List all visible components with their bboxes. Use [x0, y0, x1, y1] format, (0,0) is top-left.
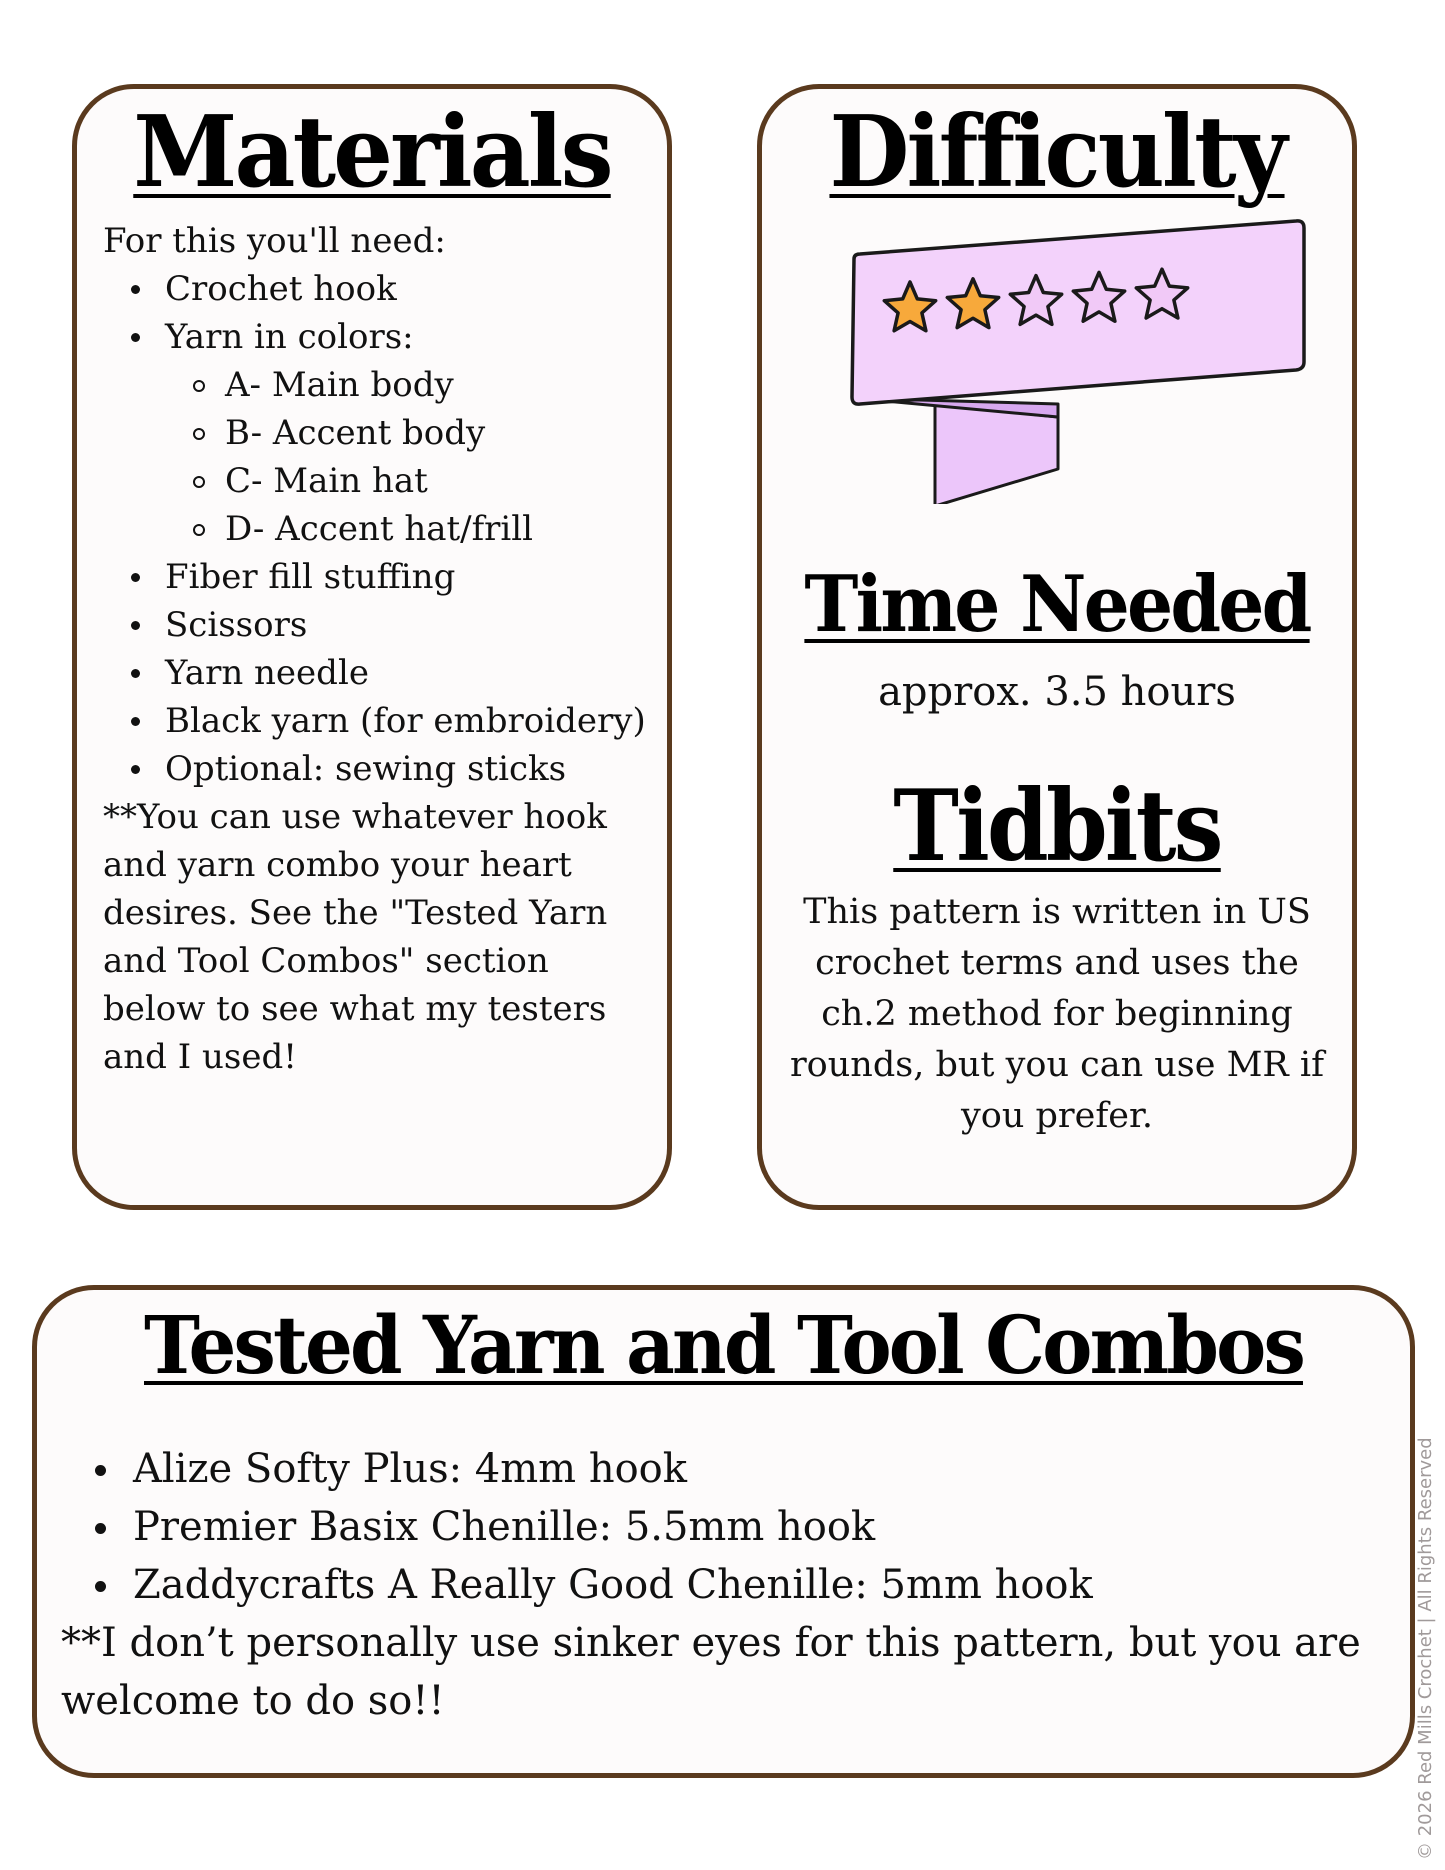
- difficulty-card: [757, 84, 1357, 1210]
- materials-list: [103, 265, 647, 361]
- list-item: Yarn in colors:: [103, 313, 647, 361]
- materials-card: [72, 84, 672, 1210]
- materials-body: [103, 217, 647, 1081]
- materials-intro: For this you'll need:: [103, 221, 446, 261]
- list-item: Optional: sewing sticks: [103, 745, 647, 793]
- time-needed-title: Time Needed: [804, 559, 1310, 650]
- difficulty-title: Difficulty: [829, 95, 1285, 210]
- tested-combos-list: [61, 1440, 1390, 1614]
- yarn-colors-list: [103, 361, 647, 553]
- difficulty-rating-banner: [840, 214, 1310, 504]
- tested-combos-title: Tested Yarn and Tool Combos: [144, 1298, 1303, 1392]
- banner-tail: [935, 404, 1058, 504]
- time-needed-value: approx. 3.5 hours: [878, 669, 1236, 715]
- list-item: Scissors: [103, 601, 647, 649]
- list-item: Fiber fill stuffing: [103, 553, 647, 601]
- list-item: Black yarn (for embroidery): [103, 697, 647, 745]
- materials-note: **You can use whatever hook and yarn combo your heart desires. See the "Tested Yarn and Tool Combos" section below to see what my testers and I used!: [103, 797, 608, 1077]
- tidbits-text: This pattern is written in US crochet terms and uses the ch.2 method for beginning rounds, but you can use MR if you prefer.: [789, 892, 1325, 1136]
- tested-combos-body: [61, 1440, 1390, 1730]
- tidbits-title: Tidbits: [893, 769, 1221, 884]
- list-item: Alize Softy Plus: 4mm hook: [61, 1440, 1390, 1498]
- list-item: A- Main body: [103, 361, 647, 409]
- tested-combos-note: **I don’t personally use sinker eyes for this pattern, but you are welcome to do so!!: [61, 1620, 1361, 1724]
- list-item: Yarn needle: [103, 649, 647, 697]
- list-item: C- Main hat: [103, 457, 647, 505]
- materials-list-continued: [103, 553, 647, 793]
- list-item: B- Accent body: [103, 409, 647, 457]
- materials-title: Materials: [133, 95, 611, 210]
- list-item: D- Accent hat/frill: [103, 505, 647, 553]
- list-item: Zaddycrafts A Really Good Chenille: 5mm hook: [61, 1556, 1390, 1614]
- copyright-notice: © 2026 Red Mills Crochet | All Rights Reserved: [1415, 1437, 1436, 1860]
- list-item: Premier Basix Chenille: 5.5mm hook: [61, 1498, 1390, 1556]
- list-item: Crochet hook: [103, 265, 647, 313]
- tested-combos-card: [32, 1285, 1415, 1778]
